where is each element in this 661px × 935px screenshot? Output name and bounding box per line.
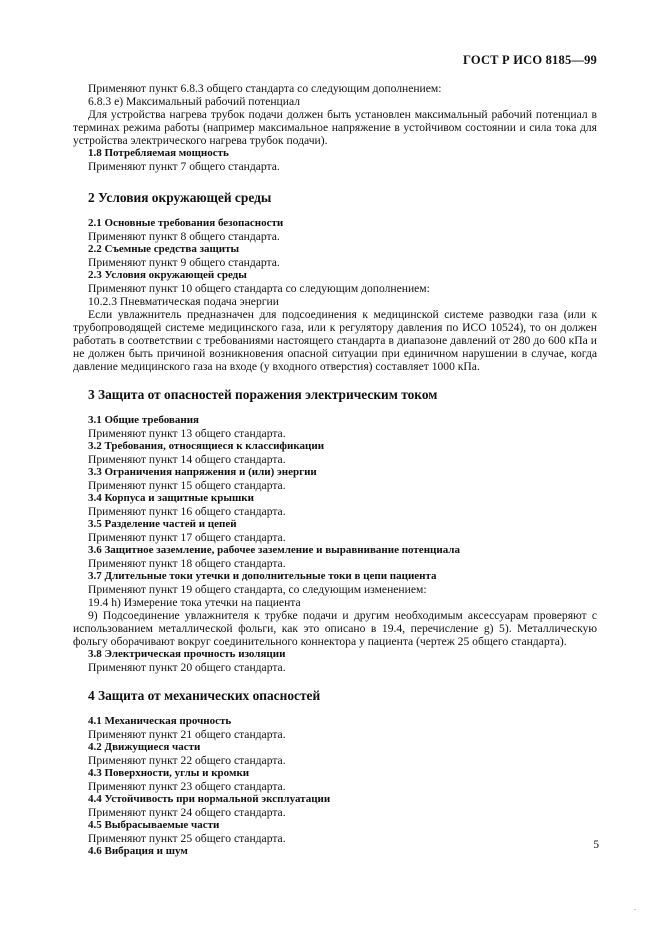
paragraph: 10.2.3 Пневматическая подача энергии	[88, 295, 279, 308]
subsection-heading: 4.6 Вибрация и шум	[88, 845, 188, 857]
subsection-heading: 3.2 Требования, относящиеся к классификации	[88, 440, 325, 452]
subsection-heading: 1.8 Потребляемая мощность	[88, 147, 229, 159]
subsection-heading: 4.4 Устойчивость при нормальной эксплуатации	[88, 793, 331, 805]
paragraph: 19.4 h) Измерение тока утечки на пациента	[88, 596, 301, 609]
section-heading: 4 Защита от механических опасностей	[88, 688, 321, 703]
subsection-heading: 4.3 Поверхности, углы и кромки	[88, 767, 250, 779]
paragraph: Для устройства нагрева трубок подачи должен быть установлен максимальный рабочий потенциал в терминах режима работы (например максимальное напряжение в устойчивом состоянии и сила тока для устройства электрического нагрева трубок подачи).	[73, 108, 597, 147]
subsection-heading: 4.1 Механическая прочность	[88, 715, 232, 727]
subsection-heading: 3.8 Электрическая прочность изоляции	[88, 648, 286, 660]
subsection-heading: 3.1 Общие требования	[88, 414, 199, 426]
paragraph: Если увлажнитель предназначен для подсоединения к медицинской системе разводки газа (или к трубопроводящей системе медицинского газа, или к регулятору давления по ИСО 10524), то он должен работать в соответствии с требованиями настоящего стандарта в диапазоне давлений от 280 до 600 кПа и не должен быть причиной возникновения опасной ситуации при единичном нарушении в случае, когда давление медицинского газа на входе (у входного отверстия) составляет 1000 кПа.	[73, 308, 597, 373]
paragraph: Применяют пункт 16 общего стандарта.	[88, 505, 286, 518]
paragraph: 6.8.3 e) Максимальный рабочий потенциал	[88, 95, 300, 108]
paragraph: Применяют пункт 18 общего стандарта.	[88, 557, 286, 570]
paragraph: Применяют пункт 7 общего стандарта.	[88, 160, 280, 173]
paragraph: Применяют пункт 14 общего стандарта.	[88, 453, 286, 466]
paragraph: Применяют пункт 19 общего стандарта, со следующим изменением:	[88, 583, 427, 596]
subsection-heading: 3.4 Корпуса и защитные крышки	[88, 492, 254, 504]
paragraph: Применяют пункт 20 общего стандарта.	[88, 661, 286, 674]
paragraph: Применяют пункт 8 общего стандарта.	[88, 230, 280, 243]
paragraph: Применяют пункт 21 общего стандарта.	[88, 728, 286, 741]
paragraph: Применяют пункт 23 общего стандарта.	[88, 780, 286, 793]
paragraph: 9) Подсоединение увлажнителя к трубке подачи и другим необходимым аксессуарам проверяют с использованием металлической фольги, как это описано в 19.4, перечисление g) 5). Металлическую фольгу оборачивают вокруг соединительного коннектора у пациента (чертеж 25 общего стандарта).	[73, 609, 597, 648]
section-heading: 2 Условия окружающей среды	[88, 190, 272, 205]
paragraph: Применяют пункт 9 общего стандарта.	[88, 256, 280, 269]
document-body	[73, 82, 597, 858]
subsection-heading: 3.3 Ограничения напряжения и (или) энергии	[88, 466, 317, 478]
subsection-heading: 4.5 Выбрасываемые части	[88, 819, 220, 831]
subsection-heading: 2.2 Съемные средства защиты	[88, 243, 240, 255]
subsection-heading: 2.3 Условия окружающей среды	[88, 269, 247, 281]
subsection-heading: 4.2 Движущиеся части	[88, 741, 201, 753]
subsection-heading: 3.7 Длительные токи утечки и дополнительные токи в цепи пациента	[88, 570, 437, 582]
paragraph: Применяют пункт 15 общего стандарта.	[88, 479, 286, 492]
paragraph: Применяют пункт 24 общего стандарта.	[88, 806, 286, 819]
document-header: ГОСТ Р ИСО 8185—99	[463, 53, 597, 67]
paragraph: Применяют пункт 6.8.3 общего стандарта со следующим дополнением:	[88, 82, 442, 95]
paragraph: Применяют пункт 13 общего стандарта.	[88, 427, 286, 440]
scan-speck	[634, 909, 636, 910]
paragraph: Применяют пункт 17 общего стандарта.	[88, 531, 286, 544]
subsection-heading: 3.6 Защитное заземление, рабочее заземление и выравнивание потенциала	[88, 544, 460, 556]
paragraph: Применяют пункт 22 общего стандарта.	[88, 754, 286, 767]
section-heading: 3 Защита от опасностей поражения электрическим током	[88, 387, 438, 402]
paragraph: Применяют пункт 25 общего стандарта.	[88, 832, 286, 845]
page-number: 5	[593, 838, 599, 851]
subsection-heading: 3.5 Разделение частей и цепей	[88, 518, 237, 530]
paragraph: Применяют пункт 10 общего стандарта со следующим дополнением:	[88, 282, 430, 295]
subsection-heading: 2.1 Основные требования безопасности	[88, 217, 284, 229]
